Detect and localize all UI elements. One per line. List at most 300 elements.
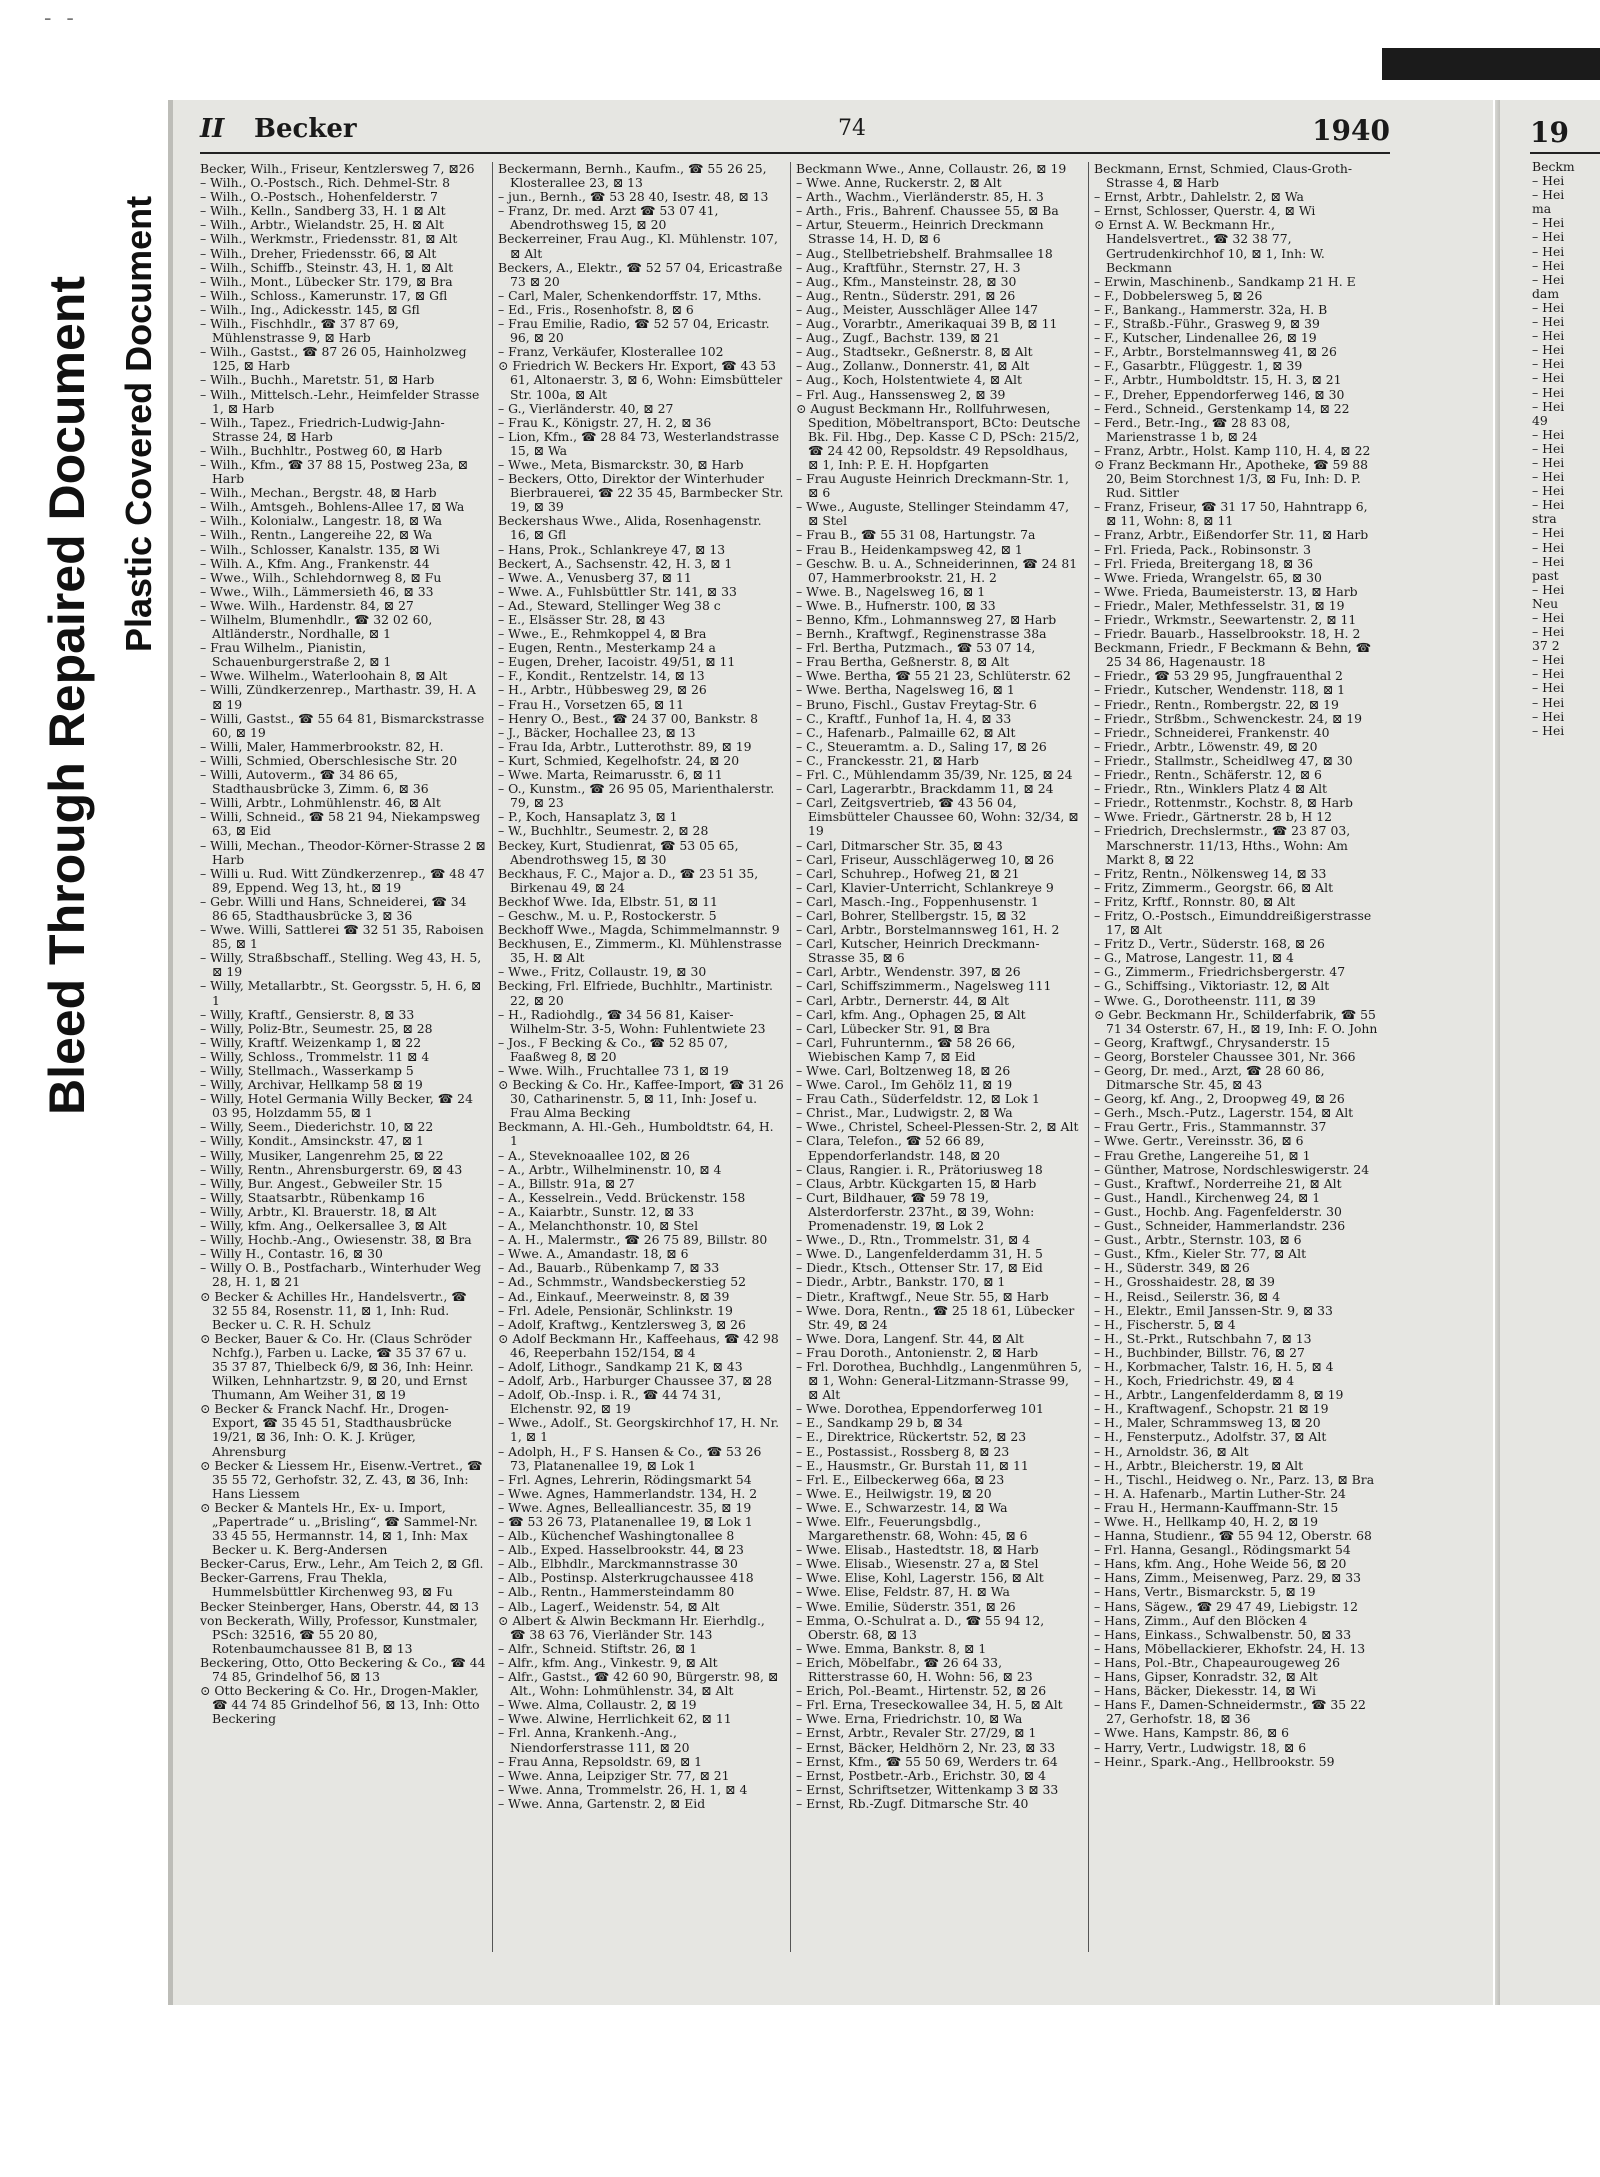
directory-entry: – Ernst, Schlosser, Querstr. 4, ⊠ Wi (1094, 203, 1316, 219)
top-edge-mark: - - (44, 6, 78, 31)
directory-entry: – Wwe. Wilh., Hardenstr. 84, ⊠ 27 (200, 597, 414, 613)
directory-entry: Becker Steinberger, Hans, Oberstr. 44, ⊠ 13 (200, 1598, 479, 1614)
directory-entry: – Wwe., Fritz, Collaustr. 19, ⊠ 30 (498, 964, 707, 980)
directory-entry: – Wilh., Gastst., ☎ 87 26 05, Hainholzweg 125, ⊠ Harb (200, 344, 467, 374)
directory-entry: Becker-Garrens, Frau Thekla, Hummelsbüttler Kirchenweg 93, ⊠ Fu (200, 1570, 453, 1600)
next-page-fragment: dam (1532, 285, 1560, 301)
next-page-fragment: – Hei (1532, 243, 1565, 259)
directory-entry: – Wwe. A., Amandastr. 18, ⊠ 6 (498, 1246, 689, 1262)
next-page-fragment: Beckm (1532, 159, 1575, 174)
directory-entry: – Fritz, Rentn., Nölkensweg 14, ⊠ 33 (1094, 865, 1327, 881)
directory-entry: – Lion, Kfm., ☎ 28 84 73, Westerlandstrasse 15, ⊠ Wa (498, 428, 780, 458)
directory-entry: – Wwe., Adolf., St. Georgskirchhof 17, H. Nr. 1, ⊠ 1 (498, 1415, 780, 1445)
directory-entry: – Gust., Kfm., Kieler Str. 77, ⊠ Alt (1094, 1246, 1307, 1262)
directory-entry: – Geschw., M. u. P., Rostockerstr. 5 (498, 907, 717, 923)
directory-entry: – Willy, Stellmach., Wasserkamp 5 (200, 1063, 414, 1078)
directory-entry: – Eugen, Rentn., Mesterkamp 24 a (498, 640, 716, 656)
directory-entry: – Ernst, Arbtr., Dahlelstr. 2, ⊠ Wa (1094, 189, 1304, 205)
directory-entry: – Adolf, Kraftwg., Kentzlersweg 3, ⊠ 26 (498, 1316, 746, 1332)
directory-entry: – Benno, Kfm., Lohmannsweg 27, ⊠ Harb (796, 612, 1057, 627)
directory-entry: – Carl, Schuhrep., Hofweg 21, ⊠ 21 (796, 865, 1020, 881)
directory-entry: – Fritz D., Vertr., Süderstr. 168, ⊠ 26 (1094, 936, 1325, 952)
directory-entry: – Wilh., Mont., Lübecker Str. 179, ⊠ Bra (200, 273, 453, 289)
directory-entry: – G., Schiffsing., Viktoriastr. 12, ⊠ Alt (1094, 978, 1330, 994)
directory-entry: – Ernst, Postbetr.-Arb., Erichstr. 30, ⊠ 4 (796, 1767, 1046, 1783)
directory-entry: – Willy, Schloss., Trommelstr. 11 ⊠ 4 (200, 1048, 430, 1064)
directory-entry: – Beckers, Otto, Direktor der Winterhuder Bierbrauerei, ☎ 22 35 45, Barmbecker Str. 19, ⊠ 39 (498, 471, 784, 515)
directory-entry: – H., St.-Prkt., Rutschbahn 7, ⊠ 13 (1094, 1330, 1312, 1346)
directory-entry: – Frau Ida, Arbtr., Lutterothstr. 89, ⊠ 19 (498, 738, 752, 754)
directory-entry: – Wwe. Friedr., Gärtnerstr. 28 b, H 12 (1094, 809, 1333, 825)
column-divider (1088, 162, 1089, 1952)
directory-entry: – Wilh., Mittelsch.-Lehr., Heimfelder Strasse 1, ⊠ Harb (200, 386, 480, 416)
directory-entry: – Gebr. Willi und Hans, Schneiderei, ☎ 34 86 65, Stadthausbrücke 3, ⊠ 36 (200, 893, 467, 923)
directory-entry: – Frl. Frieda, Pack., Robinsonstr. 3 (1094, 541, 1312, 557)
directory-entry: – Gerh., Msch.-Putz., Lagerstr. 154, ⊠ Alt (1094, 1105, 1354, 1121)
directory-entry: – Alfr., Gastst., ☎ 42 60 90, Bürgerstr. 98, ⊠ Alt., Wohn: Lohmühlenstr. 34, ⊠ Alt (498, 1669, 779, 1699)
directory-entry: – Wwe. Elise, Kohl, Lagerstr. 156, ⊠ Alt (796, 1570, 1044, 1586)
volume-number: II (200, 114, 225, 144)
directory-entry: – Willy, Metallarbtr., St. Georgsstr. 5, H. 6, ⊠ 1 (200, 978, 482, 1008)
next-page-fragment: – Hei (1532, 483, 1565, 499)
directory-entry: – Hanna, Studienr., ☎ 55 94 12, Oberstr. 68 (1094, 1528, 1372, 1544)
directory-entry: ⊙ Becker & Mantels Hr., Ex- u. Import, „Papertrade“ u. „Brisling“, ☎ Sammel-Nr. 33 45 55, Hermannstr. 14, ⊠ 1, Inh: Max Becker u. K. Berg-Andersen (200, 1499, 478, 1558)
directory-entry: – Adolf, Lithogr., Sandkamp 21 K, ⊠ 43 (498, 1358, 743, 1374)
next-page-fragment: – Hei (1532, 229, 1565, 245)
directory-entry: von Beckerath, Willy, Professor, Kunstmaler, PSch: 32516, ☎ 55 20 80, Rotenbaumchaussee 81 B, ⊠ 13 (200, 1612, 478, 1656)
next-page-fragment: – Hei (1532, 680, 1565, 696)
directory-entry: – Frau Grethe, Langereihe 51, ⊠ 1 (1094, 1147, 1311, 1163)
directory-entry: Beckershaus Wwe., Alida, Rosenhagenstr. 16, ⊠ Gfl (498, 513, 762, 543)
next-page-fragment: – Hei (1532, 722, 1565, 738)
directory-entry: – H., Maler, Schrammsweg 13, ⊠ 20 (1094, 1415, 1321, 1431)
directory-entry: – Wwe. Frieda, Baumeisterstr. 13, ⊠ Harb (1094, 583, 1358, 599)
directory-entry: – E., Elsässer Str. 28, ⊠ 43 (498, 612, 666, 627)
directory-entry: – Fritz, Krftf., Ronnstr. 80, ⊠ Alt (1094, 893, 1296, 909)
directory-entry: – Carl, Schiffszimmerm., Nagelsweg 111 (796, 978, 1052, 994)
directory-entry: – O., Kunstm., ☎ 26 95 05, Marienthalerstr. 79, ⊠ 23 (498, 781, 775, 811)
directory-entry: ⊙ August Beckmann Hr., Rollfuhrwesen, Spedition, Möbeltransport, BCto: Deutsche Bk. Fil. Hbg., Dep. Kasse C D, PSch: 215/2, ☎ 24 42 00, Repsoldstr. 49 Repsoldhaus, ⊠ 1, Inh: P. E. H. Hopfgarten (796, 400, 1081, 472)
directory-entry: – Aug., Zugf., Bachstr. 139, ⊠ 21 (796, 330, 1001, 346)
next-page-fragment: – Hei (1532, 426, 1565, 442)
directory-entry: – Wwe. Bertha, Nagelsweg 16, ⊠ 1 (796, 682, 1015, 698)
directory-entry: – Claus, Arbtr. Kückgarten 15, ⊠ Harb (796, 1175, 1037, 1191)
directory-entry: Beckhaus, F. C., Major a. D., ☎ 23 51 35, Birkenau 49, ⊠ 24 (498, 865, 759, 895)
directory-entry: Beckermann, Bernh., Kaufm., ☎ 55 26 25, Klosterallee 23, ⊠ 13 (498, 162, 767, 191)
directory-entry: – Friedr., Wrkmstr., Seewartenstr. 2, ⊠ 11 (1094, 612, 1357, 627)
next-page-fragment: – Hei (1532, 497, 1565, 513)
directory-entry: – Wwe. E., Schwarzestr. 14, ⊠ Wa (796, 1499, 1008, 1515)
directory-entry: – Frl. Anna, Krankenh.-Ang., Niendorferstrasse 111, ⊠ 20 (498, 1725, 690, 1755)
directory-entry: ⊙ Becker & Liessem Hr., Eisenw.-Vertret., ☎ 35 55 72, Gerhofstr. 32, Z. 43, ⊠ 36, Inh: Hans Liessem (200, 1457, 483, 1501)
directory-entry: – Wilh., Werkmstr., Friedensstr. 81, ⊠ Alt (200, 231, 458, 247)
directory-entry: – Georg, Kraftwgf., Chrysanderstr. 15 (1094, 1034, 1331, 1050)
next-page-fragment: – Hei (1532, 328, 1565, 344)
directory-entry: – Willy, Kraftf., Gensierstr. 8, ⊠ 33 (200, 1006, 415, 1022)
next-page-fragment: – Hei (1532, 299, 1565, 315)
directory-entry: – Artur, Steuerm., Heinrich Dreckmann Strasse 14, H. D, ⊠ 6 (796, 217, 1044, 247)
directory-entry: – Alfr., Schneid. Stiftstr. 26, ⊠ 1 (498, 1640, 698, 1656)
directory-entry: – Frau Cath., Süderfeldstr. 12, ⊠ Lok 1 (796, 1091, 1040, 1107)
directory-entry: – Gust., Kraftwf., Norderreihe 21, ⊠ Alt (1094, 1175, 1342, 1191)
scan-edge-tab (1382, 48, 1600, 80)
directory-entry: – Wwe. H., Hellkamp 40, H. 2, ⊠ 19 (1094, 1514, 1319, 1529)
directory-entry: – F., Dreher, Eppendorferweg 146, ⊠ 30 (1094, 386, 1345, 402)
page-header (200, 114, 1390, 152)
directory-entry: – Wwe., Auguste, Stellinger Steindamm 47, ⊠ Stel (796, 499, 1070, 529)
next-page-fragment: – Hei (1532, 454, 1565, 470)
directory-entry: – Bruno, Fischl., Gustav Freytag-Str. 6 (796, 696, 1037, 712)
directory-entry: – Wwe. Anna, Leipziger Str. 77, ⊠ 21 (498, 1767, 730, 1783)
directory-entry: – Ad., Einkauf., Meerweinstr. 8, ⊠ 39 (498, 1288, 730, 1304)
directory-entry: ⊙ Franz Beckmann Hr., Apotheke, ☎ 59 88 20, Beim Storchnest 1/3, ⊠ Fu, Inh: D. P. Rud. Sittler (1094, 456, 1368, 501)
directory-entry: – Gust., Handl., Kirchenweg 24, ⊠ 1 (1094, 1189, 1321, 1205)
directory-entry: – Wwe. Anna, Gartenstr. 2, ⊠ Eid (498, 1795, 706, 1811)
directory-entry: – Hans, Bäcker, Diekesstr. 14, ⊠ Wi (1094, 1683, 1316, 1699)
next-page-fragment: – Hei (1532, 694, 1565, 710)
next-page-fragment: – Hei (1532, 398, 1565, 414)
directory-entry: – Wwe. Alwine, Herrlichkeit 62, ⊠ 11 (498, 1711, 732, 1727)
directory-entry: – Hans, Zimm., Meisenweg, Parz. 29, ⊠ 33 (1094, 1570, 1362, 1586)
directory-entry: – Wilh. A., Kfm. Ang., Frankenstr. 44 (200, 555, 430, 571)
directory-entry: – Willy, Poliz-Btr., Seumestr. 25, ⊠ 28 (200, 1020, 433, 1036)
directory-entry: – P., Koch, Hansaplatz 3, ⊠ 1 (498, 809, 678, 825)
directory-entry: – Wwe. Frieda, Wrangelstr. 65, ⊠ 30 (1094, 569, 1322, 585)
directory-column-4 (1094, 162, 1380, 1962)
directory-entry: – Wwe. Erna, Friedrichstr. 10, ⊠ Wa (796, 1711, 1023, 1727)
directory-entry: – Aug., Vorarbtr., Amerikaquai 39 B, ⊠ 11 (796, 316, 1058, 332)
next-page-fragment: – Hei (1532, 624, 1565, 640)
directory-entry: – Ed., Fris., Rosenhofstr. 8, ⊠ 6 (498, 301, 694, 317)
directory-entry: – Ferd., Schneid., Gerstenkamp 14, ⊠ 22 (1094, 400, 1350, 416)
next-page-header-rule (1530, 152, 1600, 154)
directory-entry: – Wwe. G., Dorotheenstr. 111, ⊠ 39 (1094, 992, 1316, 1008)
directory-entry: – Bernh., Kraftwgf., Reginenstrasse 38a (796, 626, 1047, 642)
directory-entry: – Frl. Frieda, Breitergang 18, ⊠ 36 (1094, 555, 1313, 571)
directory-entry: – Georg, kf. Ang., 2, Droopweg 49, ⊠ 26 (1094, 1091, 1345, 1107)
directory-entry: ⊙ Adolf Beckmann Hr., Kaffeehaus, ☎ 42 98 46, Reeperbahn 152/154, ⊠ 4 (498, 1330, 779, 1360)
directory-entry: – Frau H., Vorsetzen 65, ⊠ 11 (498, 696, 684, 712)
directory-entry: – A., Steveknoaallee 102, ⊠ 26 (498, 1147, 690, 1163)
next-page-fragment: stra (1532, 511, 1557, 527)
plastic-covered-label: Plastic Covered Document (118, 195, 159, 652)
directory-entry: – F., Arbtr., Borstelmannsweg 41, ⊠ 26 (1094, 344, 1337, 360)
directory-entry: – Aug., Koch, Holstentwiete 4, ⊠ Alt (796, 372, 1022, 388)
directory-entry: – Frl. Erna, Treseckowallee 34, H. 5, ⊠ Alt (796, 1697, 1063, 1713)
running-head-name: Becker (254, 114, 357, 144)
directory-entry: – F., Kondit., Rentzelstr. 14, ⊠ 13 (498, 668, 705, 684)
directory-entry: – Willi, Maler, Hammerbrookstr. 82, H. (200, 738, 444, 754)
directory-entry: – F., Dobbelersweg 5, ⊠ 26 (1094, 287, 1263, 303)
next-page-year: 19 (1530, 116, 1569, 149)
directory-entry: – Frl. Adele, Pensionär, Schlinkstr. 19 (498, 1302, 733, 1318)
directory-entry: – J., Bäcker, Hochallee 23, ⊠ 13 (498, 724, 696, 740)
directory-entry: – Georg, Borsteler Chaussee 301, Nr. 366 (1094, 1048, 1356, 1064)
directory-entry: – Alfr., kfm. Ang., Vinkestr. 9, ⊠ Alt (498, 1654, 718, 1670)
directory-entry: – Wilh., Kelln., Sandberg 33, H. 1 ⊠ Alt (200, 203, 446, 219)
directory-entry: – Gust., Schneider, Hammerlandstr. 236 (1094, 1218, 1346, 1234)
directory-entry: – Wilh., O.-Postsch., Rich. Dehmel-Str. 8 (200, 175, 451, 191)
directory-entry: – Aug., Stellbetriebshelf. Brahmsallee 18 (796, 245, 1053, 261)
directory-entry: – Hans, Pol.-Btr., Chapeaurougeweg 26 (1094, 1654, 1341, 1670)
directory-entry: – Frau Bertha, Geßnerstr. 8, ⊠ Alt (796, 654, 1010, 670)
directory-entry: – H., Arbtr., Hübbesweg 29, ⊠ 26 (498, 682, 707, 698)
directory-entry: – Wilh., Fischhdlr., ☎ 37 87 69, Mühlenstrasse 9, ⊠ Harb (200, 316, 399, 346)
directory-entry: – Ernst, Arbtr., Revaler Str. 27/29, ⊠ 1 (796, 1725, 1037, 1741)
directory-entry: Beckert, A., Sachsenstr. 42, H. 3, ⊠ 1 (498, 555, 733, 571)
directory-entry: – E., Hausmstr., Gr. Burstah 11, ⊠ 11 (796, 1457, 1029, 1473)
directory-entry: – Wwe. Agnes, Hammerlandstr. 134, H. 2 (498, 1485, 758, 1501)
directory-entry: – Frau Anna, Repsoldstr. 69, ⊠ 1 (498, 1753, 703, 1769)
directory-entry: – Willi, Schmied, Oberschlesische Str. 20 (200, 752, 458, 768)
directory-entry: – Kurt, Schmied, Kegelhofstr. 24, ⊠ 20 (498, 752, 740, 768)
directory-entry: – Wwe. Agnes, Bellealliancestr. 35, ⊠ 19 (498, 1499, 752, 1515)
next-page-fragment: – Hei (1532, 525, 1565, 541)
directory-entry: – Harry, Vertr., Ludwigstr. 18, ⊠ 6 (1094, 1739, 1307, 1755)
directory-entry: – F., Bankang., Hammerstr. 32a, H. B (1094, 301, 1328, 317)
directory-entry: – Wwe. Anna, Trommelstr. 26, H. 1, ⊠ 4 (498, 1781, 748, 1797)
directory-entry: – Wwe. Elisab., Hastedtstr. 18, ⊠ Harb (796, 1542, 1039, 1558)
directory-column-2 (498, 162, 784, 1962)
directory-entry: – Hans, Prok., Schlankreye 47, ⊠ 13 (498, 541, 726, 557)
directory-entry: – H. A. Hafenarb., Martin Luther-Str. 24 (1094, 1485, 1346, 1501)
directory-entry: – Aug., Meister, Ausschläger Allee 147 (796, 301, 1039, 317)
directory-entry: – G., Zimmerm., Friedrichsbergerstr. 47 (1094, 964, 1346, 980)
directory-entry: – E., Postassist., Rossberg 8, ⊠ 23 (796, 1443, 1010, 1459)
directory-entry: – Erich, Pol.-Beamt., Hirtenstr. 52, ⊠ 26 (796, 1683, 1047, 1699)
directory-entry: – H., Reisd., Seilerstr. 36, ⊠ 4 (1094, 1288, 1281, 1304)
next-page-column (1532, 160, 1600, 738)
directory-entry: – Geschw. B. u. A., Schneiderinnen, ☎ 24 81 07, Hammerbrookstr. 21, H. 2 (796, 555, 1078, 585)
directory-entry: – Friedr., Rtn., Winklers Platz 4 ⊠ Alt (1094, 781, 1328, 797)
directory-entry: – Alb., Postinsp. Alsterkrugchaussee 418 (498, 1570, 754, 1586)
directory-entry: – Friedr., Rottenmstr., Kochstr. 8, ⊠ Harb (1094, 795, 1353, 811)
directory-entry: ⊙ Becker & Achilles Hr., Handelsvertr., ☎ 32 55 84, Rosenstr. 11, ⊠ 1, Inh: Rud. Becker u. C. R. H. Schulz (200, 1288, 467, 1332)
directory-entry: – Willi, Gastst., ☎ 55 64 81, Bismarckstrasse 60, ⊠ 19 (200, 710, 485, 740)
directory-entry: ⊙ Friedrich W. Beckers Hr. Export, ☎ 43 53 61, Altonaerstr. 3, ⊠ 6, Wohn: Eimsbütteler Str. 100a, ⊠ Alt (498, 358, 783, 402)
next-page-fragment: past (1532, 567, 1559, 583)
directory-entry: – Diedr., Arbtr., Bankstr. 170, ⊠ 1 (796, 1274, 1006, 1290)
directory-entry: Beckmann, Friedr., F Beckmann & Behn, ☎ 25 34 86, Hagenaustr. 18 (1094, 640, 1372, 670)
directory-entry: – Hans, Einkass., Schwalbenstr. 50, ⊠ 33 (1094, 1626, 1352, 1642)
directory-entry: – Gust., Hochb. Ang. Fagenfelderstr. 30 (1094, 1203, 1342, 1219)
directory-entry: – Alb., Lagerf., Weidenstr. 54, ⊠ Alt (498, 1598, 720, 1614)
directory-entry: – Frau Doroth., Antonienstr. 2, ⊠ Harb (796, 1344, 1039, 1360)
directory-entry: – Erwin, Maschinenb., Sandkamp 21 H. E (1094, 273, 1356, 289)
directory-entry: – Wwe. Dora, Langenf. Str. 44, ⊠ Alt (796, 1330, 1024, 1346)
directory-entry: – Eugen, Dreher, Iacoistr. 49/51, ⊠ 11 (498, 654, 736, 670)
directory-entry: – Willy, kfm. Ang., Oelkersallee 3, ⊠ Alt (200, 1218, 447, 1234)
directory-entry: – Frl. Bertha, Putzmach., ☎ 53 07 14, (796, 640, 1036, 656)
directory-entry: – Willy, Staatsarbtr., Rübenkamp 16 (200, 1189, 425, 1205)
directory-entry: – Georg, Dr. med., Arzt, ☎ 28 60 86, Ditmarsche Str. 45, ⊠ 43 (1094, 1063, 1325, 1093)
directory-entry: – Carl, Arbtr., Dernerstr. 44, ⊠ Alt (796, 992, 1009, 1008)
directory-entry: – Carl, Friseur, Ausschlägerweg 10, ⊠ 26 (796, 851, 1055, 867)
directory-entry: – Frau B., ☎ 55 31 08, Hartungstr. 7a (796, 527, 1036, 543)
directory-entry: – Carl, Arbtr., Wendenstr. 397, ⊠ 26 (796, 964, 1021, 980)
directory-entry: – H., Arbtr., Bleicherstr. 19, ⊠ Alt (1094, 1457, 1304, 1473)
next-page-fragment: Neu (1532, 595, 1559, 611)
directory-entry: – Willy, Kondit., Amsinckstr. 47, ⊠ 1 (200, 1133, 424, 1149)
directory-entry: – Franz, Dr. med. Arzt ☎ 53 07 41, Abendrothsweg 15, ⊠ 20 (498, 203, 719, 233)
directory-entry: – Aug., Stadtsekr., Geßnerstr. 8, ⊠ Alt (796, 344, 1033, 360)
directory-entry: – Curt, Bildhauer, ☎ 59 78 19, Alsterdorferstr. 237ht., ⊠ 39, Wohn: Promenadenstr. 19, ⊠ Lok 2 (796, 1189, 1035, 1234)
directory-entry: – Wilh., O.-Postsch., Hohenfelderstr. 7 (200, 189, 438, 205)
directory-entry: – Ernst, Bäcker, Heldhörn 2, Nr. 23, ⊠ 33 (796, 1739, 1056, 1755)
directory-entry: – Wwe., D., Rtn., Trommelstr. 31, ⊠ 4 (796, 1232, 1031, 1248)
next-page-fragment: ma (1532, 201, 1552, 217)
directory-entry: – Dietr., Kraftwgf., Neue Str. 55, ⊠ Harb (796, 1288, 1049, 1304)
next-page-fragment: – Hei (1532, 652, 1565, 668)
directory-entry: – Carl, Kutscher, Heinrich Dreckmann-Strasse 35, ⊠ 6 (796, 936, 1040, 966)
directory-entry: – A., Kaiarbtr., Sunstr. 12, ⊠ 33 (498, 1203, 695, 1219)
directory-entry: – Wwe. Gertr., Vereinsstr. 36, ⊠ 6 (1094, 1133, 1304, 1149)
directory-entry: Beckhusen, E., Zimmerm., Kl. Mühlenstrasse 35, H. ⊠ Alt (498, 936, 782, 966)
next-page-fragment: – Hei (1532, 356, 1565, 372)
directory-entry: – E., Sandkamp 29 b, ⊠ 34 (796, 1415, 963, 1431)
directory-entry: – Ad., Schmmstr., Wandsbeckerstieg 52 (498, 1274, 747, 1290)
directory-entry: – Wwe. A., Venusberg 37, ⊠ 11 (498, 569, 692, 585)
next-page-fragment: – Hei (1532, 187, 1565, 203)
directory-entry: – Willi, Arbtr., Lohmühlenstr. 46, ⊠ Alt (200, 795, 441, 811)
directory-entry: – H., Tischl., Heidweg o. Nr., Parz. 13, ⊠ Bra (1094, 1471, 1375, 1487)
directory-entry: – Carl, Masch.-Ing., Foppenhusenstr. 1 (796, 893, 1039, 909)
next-page-fragment: – Hei (1532, 708, 1565, 724)
directory-entry: – A., Kesselrein., Vedd. Brückenstr. 158 (498, 1189, 746, 1205)
directory-entry: – Willy, Hochb.-Ang., Owiesenstr. 38, ⊠ Bra (200, 1232, 472, 1248)
directory-entry: – Wwe., Christel, Scheel-Plessen-Str. 2, ⊠ Alt (796, 1119, 1079, 1135)
directory-entry: – Friedr., Schneiderei, Frankenstr. 40 (1094, 724, 1330, 740)
directory-entry: Beckey, Kurt, Studienrat, ☎ 53 05 65, Abendrothsweg 15, ⊠ 30 (498, 837, 739, 867)
directory-entry: – Adolph, H., F S. Hansen & Co., ☎ 53 26 73, Platanenallee 19, ⊠ Lok 1 (498, 1443, 762, 1473)
directory-entry: – Wwe. Carl, Boltzenweg 18, ⊠ 26 (796, 1063, 1011, 1078)
next-page-fragment: – Hei (1532, 215, 1565, 231)
directory-entry: – Carl, Lübecker Str. 91, ⊠ Bra (796, 1020, 991, 1036)
directory-entry: – Frl. C., Mühlendamm 35/39, Nr. 125, ⊠ 24 (796, 767, 1073, 783)
directory-entry: – Aug., Kfm., Mansteinstr. 28, ⊠ 30 (796, 273, 1017, 289)
directory-entry: – Willi, Zündkerzenrep., Marthastr. 39, H. A ⊠ 19 (200, 682, 476, 712)
directory-entry: – Wwe. B., Hufnerstr. 100, ⊠ 33 (796, 597, 996, 613)
directory-entry: – Alb., Küchenchef Washingtonallee 8 (498, 1528, 735, 1544)
directory-entry: – Carl, Lagerarbtr., Brackdamm 11, ⊠ 24 (796, 781, 1054, 797)
directory-entry: ⊙ Ernst A. W. Beckmann Hr., Handelsvertret., ☎ 32 38 77, Gertrudenkirchhof 10, ⊠ 1, Inh: W. Beckmann (1094, 217, 1325, 275)
directory-entry: – Friedr., Strßbm., Schwenckestr. 24, ⊠ 19 (1094, 710, 1363, 726)
directory-entry: – Wwe. Marta, Reimarusstr. 6, ⊠ 11 (498, 767, 723, 783)
directory-entry: – Frau Wilhelm., Pianistin, Schauenburgerstraße 2, ⊠ 1 (200, 640, 392, 670)
directory-entry: – Carl, Maler, Schenkendorffstr. 17, Mths. (498, 287, 762, 303)
directory-entry: – Wwe. Alma, Collaustr. 2, ⊠ 19 (498, 1697, 697, 1713)
directory-entry: – C., Hafenarb., Palmaille 62, ⊠ Alt (796, 724, 1016, 740)
directory-entry: – Wwe., Meta, Bismarckstr. 30, ⊠ Harb (498, 456, 744, 472)
directory-entry: – Wwe., Wilh., Schlehdornweg 8, ⊠ Fu (200, 569, 442, 585)
directory-entry: – Christ., Mar., Ludwigstr. 2, ⊠ Wa (796, 1105, 1013, 1121)
directory-entry: Beckering, Otto, Otto Beckering & Co., ☎ 44 74 85, Grindelhof 56, ⊠ 13 (200, 1654, 486, 1685)
directory-entry: – Fritz, O.-Postsch., Eimunddreißigerstrasse 17, ⊠ Alt (1094, 907, 1372, 938)
directory-entry: – Frau K., Königstr. 27, H. 2, ⊠ 36 (498, 414, 712, 430)
directory-entry: – C., Steueramtm. a. D., Saling 17, ⊠ 26 (796, 738, 1047, 754)
directory-entry: – F., Kutscher, Lindenallee 26, ⊠ 19 (1094, 330, 1317, 346)
directory-entry: – Ad., Steward, Stellinger Weg 38 c (498, 597, 721, 613)
directory-entry: – Wilh., Schiffb., Steinstr. 43, H. 1, ⊠ Alt (200, 259, 454, 275)
directory-entry: – Willy H., Contastr. 16, ⊠ 30 (200, 1246, 383, 1262)
directory-entry: Becking, Frl. Elfriede, Buchhltr., Martinistr. 22, ⊠ 20 (498, 978, 773, 1008)
directory-entry: – Wwe. Emilie, Süderstr. 351, ⊠ 26 (796, 1598, 1016, 1614)
directory-entry: – Fritz, Zimmerm., Georgstr. 66, ⊠ Alt (1094, 879, 1334, 895)
next-page-fragment: – Hei (1532, 553, 1565, 569)
next-page-fragment: – Hei (1532, 581, 1565, 597)
directory-entry: – Alb., Exped. Hasselbrookstr. 44, ⊠ 23 (498, 1542, 744, 1558)
directory-entry: ⊙ Becker, Bauer & Co. Hr. (Claus Schröder Nchfg.), Farben u. Lacke, ☎ 35 37 67 u. 35 37 87, Thielbeck 6/9, ⊠ 36, Inh: Heinr. Wilken, Lehnhartzstr. 9, ⊠ 20, und Ernst Thumann, Am Weiher 31, ⊠ 19 (200, 1330, 474, 1403)
directory-column-3 (796, 162, 1082, 1962)
directory-entry: – H., Buchbinder, Billstr. 76, ⊠ 27 (1094, 1344, 1305, 1360)
header-rule (200, 152, 1390, 154)
directory-entry: – Willi u. Rud. Witt Zündkerzenrep., ☎ 48 47 89, Eppend. Weg 13, ht., ⊠ 19 (200, 865, 485, 895)
directory-entry: – H., Korbmacher, Talstr. 16, H. 5, ⊠ 4 (1094, 1358, 1334, 1374)
directory-entry: – Wilh., Kolonialw., Langestr. 18, ⊠ Wa (200, 513, 443, 529)
directory-entry: – Emma, O.-Schulrat a. D., ☎ 55 94 12, Oberstr. 68, ⊠ 13 (796, 1612, 1045, 1642)
directory-entry: – Willy, Kraftf. Weizenkamp 1, ⊠ 22 (200, 1034, 422, 1050)
directory-entry: – Arth., Wachm., Vierländerstr. 85, H. 3 (796, 189, 1044, 205)
directory-entry: – Hans, Zimm., Auf den Blöcken 4 (1094, 1612, 1308, 1628)
directory-entry: – G., Matrose, Langestr. 11, ⊠ 4 (1094, 950, 1294, 966)
directory-entry: – Hans F., Damen-Schneidermstr., ☎ 35 22 27, Gerhofstr. 18, ⊠ 36 (1094, 1697, 1366, 1727)
directory-entry: – Willi, Mechan., Theodor-Körner-Strasse 2 ⊠ Harb (200, 837, 486, 867)
directory-entry: Beckmann, A. Hl.-Geh., Humboldtstr. 64, H. 1 (498, 1119, 774, 1149)
directory-entry: ⊙ Albert & Alwin Beckmann Hr. Eierhdlg., ☎ 38 63 76, Vierländer Str. 143 (498, 1612, 765, 1642)
directory-entry: – Frau B., Heidenkampsweg 42, ⊠ 1 (796, 541, 1023, 557)
directory-entry: – Hans, kfm. Ang., Hohe Weide 56, ⊠ 20 (1094, 1556, 1347, 1572)
directory-entry: – H., Fensterputz., Adolfstr. 37, ⊠ Alt (1094, 1429, 1327, 1445)
next-page-fragment: – Hei (1532, 342, 1565, 358)
directory-entry: – Wwe., Wilh., Lämmersieth 46, ⊠ 33 (200, 583, 434, 599)
directory-entry: – Wilhelm, Blumenhdlr., ☎ 32 02 60, Altländerstr., Nordhalle, ⊠ 1 (200, 612, 433, 642)
directory-entry: – Wwe. Dorothea, Eppendorferweg 101 (796, 1401, 1044, 1417)
next-page-fragment: – Hei (1532, 271, 1565, 287)
directory-entry: – Wwe. A., Fuhlsbüttler Str. 141, ⊠ 33 (498, 583, 737, 599)
directory-entry: – Wwe. Anne, Ruckerstr. 2, ⊠ Alt (796, 175, 1002, 191)
column-divider (790, 162, 791, 1952)
directory-entry: ⊙ Becking & Co. Hr., Kaffee-Import, ☎ 31 26 30, Catharinenstr. 5, ⊠ 11, Inh: Josef u. Frau Alma Becking (498, 1077, 784, 1121)
directory-entry: – Ernst, Kfm., ☎ 55 50 69, Werders tr. 64 (796, 1753, 1058, 1769)
directory-entry: – Wilh., Ing., Adickesstr. 145, ⊠ Gfl (200, 301, 420, 317)
directory-entry: – Aug., Rentn., Süderstr. 291, ⊠ 26 (796, 287, 1016, 303)
directory-entry: – Friedr., Maler, Methfesselstr. 31, ⊠ 19 (1094, 597, 1345, 613)
directory-entry: – Carl, Arbtr., Borstelmannsweg 161, H. 2 (796, 922, 1060, 938)
directory-entry: – Carl, Ditmarscher Str. 35, ⊠ 43 (796, 837, 1003, 853)
directory-entry: – H., Süderstr. 349, ⊠ 26 (1094, 1260, 1250, 1276)
directory-entry: – Heinr., Spark.-Ang., Hellbrookstr. 59 (1094, 1753, 1335, 1769)
directory-entry: – Frau Auguste Heinrich Dreckmann-Str. 1, ⊠ 6 (796, 471, 1069, 501)
directory-entry: – Friedr., ☎ 53 29 95, Jungfrauenthal 2 (1094, 668, 1343, 684)
directory-entry: – Wwe. Wilhelm., Waterloohain 8, ⊠ Alt (200, 668, 448, 684)
next-page-fragment: – Hei (1532, 314, 1565, 330)
directory-entry: – Carl, kfm. Ang., Ophagen 25, ⊠ Alt (796, 1006, 1026, 1022)
column-divider (492, 162, 493, 1952)
directory-entry: Beckmann, Ernst, Schmied, Claus-Groth-Strasse 4, ⊠ Harb (1094, 162, 1353, 191)
directory-entry: – Wilh., Mechan., Bergstr. 48, ⊠ Harb (200, 485, 437, 501)
directory-entry: Becker-Carus, Erw., Lehr., Am Teich 2, ⊠ Gfl. (200, 1556, 484, 1572)
directory-entry: – Friedr., Kutscher, Wendenstr. 118, ⊠ 1 (1094, 682, 1346, 698)
directory-entry: – Alb., Elbhdlr., Marckmannstrasse 30 (498, 1556, 738, 1572)
directory-entry: Becker, Wilh., Friseur, Kentzlersweg 7, ⊠26 (200, 162, 475, 176)
directory-entry: – A., Arbtr., Wilhelminenstr. 10, ⊠ 4 (498, 1161, 722, 1177)
directory-entry: – Friedr., Arbtr., Löwenstr. 49, ⊠ 20 (1094, 738, 1318, 754)
directory-entry: – Wwe. Hans, Kampstr. 86, ⊠ 6 (1094, 1725, 1290, 1741)
directory-entry: – Gust., Arbtr., Sternstr. 103, ⊠ 6 (1094, 1232, 1302, 1248)
directory-entry: – F., Gasarbtr., Flüggestr. 1, ⊠ 39 (1094, 358, 1303, 374)
directory-entry: – G., Vierländerstr. 40, ⊠ 27 (498, 400, 674, 416)
directory-entry: – Wwe. Emma, Bankstr. 8, ⊠ 1 (796, 1640, 987, 1656)
